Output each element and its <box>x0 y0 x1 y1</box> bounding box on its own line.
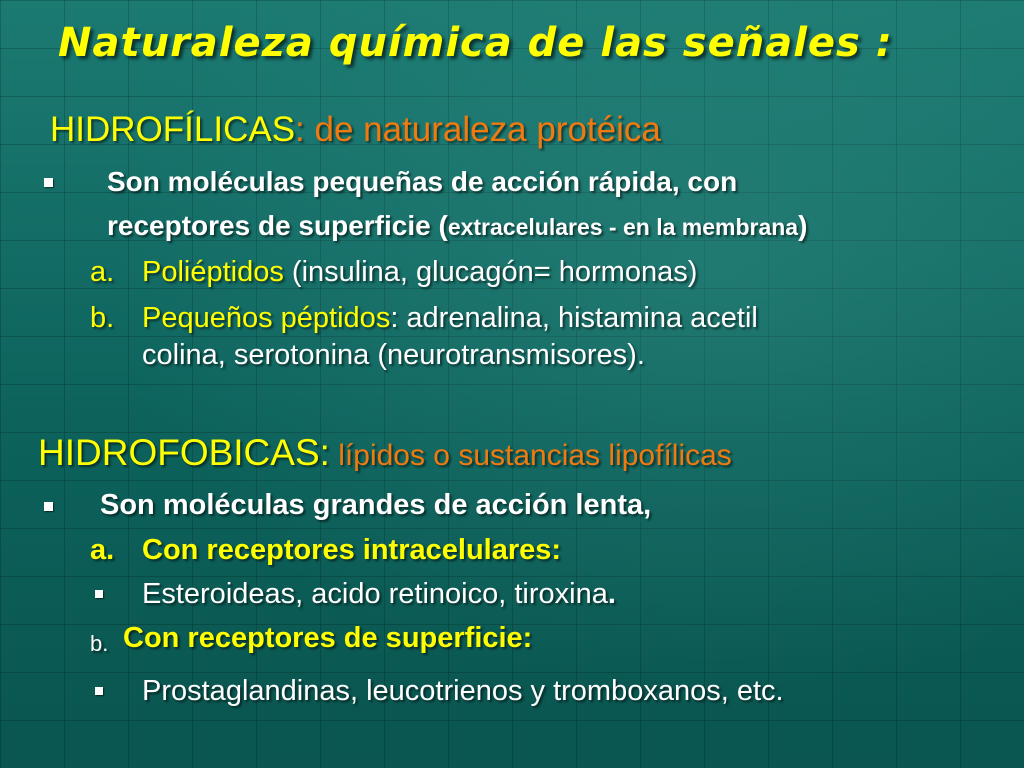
hydrophilic-item-b-text <box>142 302 758 335</box>
close-paren: ) <box>798 210 808 241</box>
hydrophilic-description: : de naturaleza protéica <box>295 110 661 149</box>
surface-receptors: Con receptores de superficie: <box>123 622 533 654</box>
extracellular-text: extracelulares - en la membrana <box>447 214 799 240</box>
polypeptides-term: Poliéptidos <box>142 256 284 288</box>
list-marker: a. <box>90 534 115 566</box>
hydrophobic-heading: HIDROFOBICAS: <box>38 432 330 473</box>
hydrophilic-item-b <box>90 302 114 335</box>
hydrophobic-heading-line <box>38 432 732 474</box>
list-marker: a. <box>90 256 115 288</box>
receptor-text: receptores de superficie ( <box>107 210 448 241</box>
list-marker: b. <box>90 631 109 656</box>
prostaglandins-line: Prostaglandinas, leucotrienos y tromboxanos, etc. <box>142 675 784 707</box>
small-peptides-examples: : adrenalina, histamina acetil <box>390 302 758 334</box>
list-marker: b. <box>90 302 115 334</box>
square-bullet-icon <box>44 178 53 187</box>
steroids-period: . <box>607 578 616 610</box>
hydrophilic-item-a <box>90 256 114 289</box>
hydrophobic-description: lípidos o sustancias lipofílicas <box>329 439 732 472</box>
hydrophilic-heading: HIDROFÍLICAS <box>50 110 296 149</box>
square-bullet-icon <box>44 502 53 511</box>
slide-title: Naturaleza química de las señales : <box>58 20 893 66</box>
steroids-line <box>142 578 616 611</box>
hydrophilic-heading-line <box>50 110 661 150</box>
hydrophobic-bullet-line1: Son moléculas grandes de acción lenta, <box>100 489 652 521</box>
polypeptides-examples: (insulina, glucagón= hormonas) <box>283 256 698 288</box>
hydrophilic-bullet-line1: Son moléculas pequeñas de acción rápida, con <box>107 166 738 197</box>
square-bullet-icon <box>95 590 103 598</box>
small-peptides-term: Pequeños péptidos <box>142 302 391 334</box>
steroids-text: Esteroideas, acido retinoico, tiroxina <box>142 578 608 610</box>
hydrophilic-item-a-text <box>142 256 697 289</box>
intracellular-receptors: Con receptores intracelulares: <box>142 534 562 566</box>
small-peptides-continuation: colina, serotonina (neurotransmisores). <box>142 339 645 371</box>
hydrophilic-bullet-line2 <box>107 210 807 242</box>
square-bullet-icon <box>95 687 103 695</box>
